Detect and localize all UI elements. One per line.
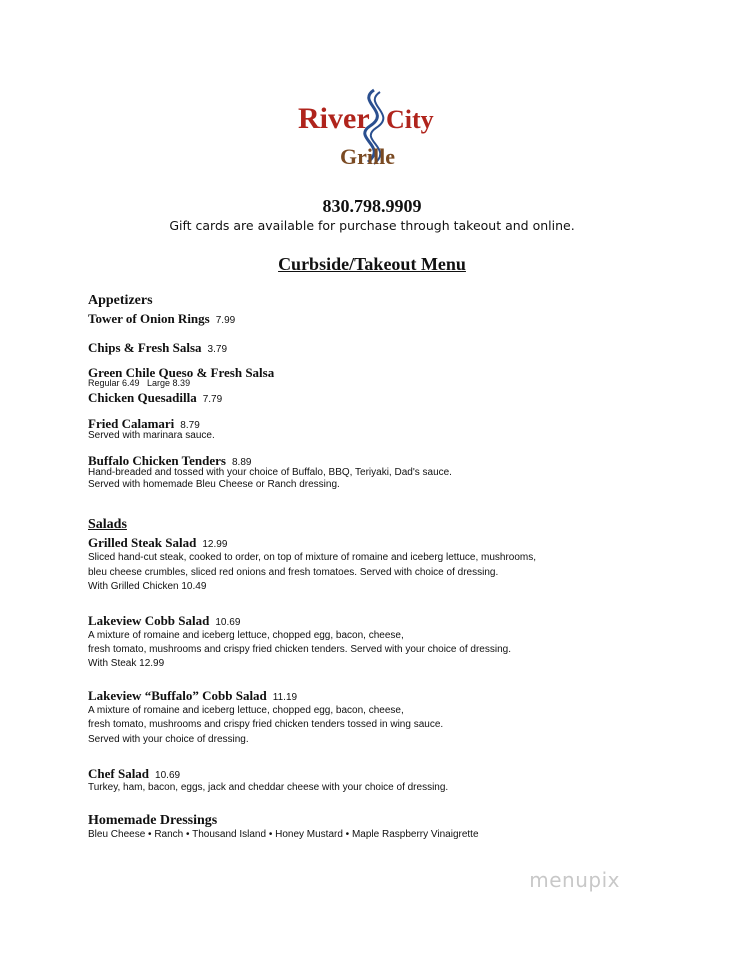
menu-title: Curbside/Takeout Menu bbox=[278, 254, 466, 274]
buffalo-cobb-description-3: Served with your choice of dressing. bbox=[88, 734, 249, 745]
logo-word-river: River bbox=[298, 102, 370, 135]
item-price: 7.79 bbox=[202, 394, 223, 405]
item-price: 12.99 bbox=[202, 539, 228, 550]
item-price: 8.79 bbox=[180, 420, 200, 431]
logo-word-grille: Grille bbox=[340, 144, 395, 169]
queso-sizes: Regular 6.49 Large 8.39 bbox=[88, 378, 191, 388]
item-price: 10.69 bbox=[155, 770, 181, 781]
item-price: 3.79 bbox=[207, 344, 228, 355]
buffalo-cobb-description-1: A mixture of romaine and iceberg lettuce, chopped egg, bacon, cheese, bbox=[88, 705, 404, 716]
item-name: Tower of Onion Rings bbox=[88, 311, 210, 326]
item-price: 7.99 bbox=[215, 315, 236, 326]
item-name: Chicken Quesadilla bbox=[88, 390, 197, 405]
calamari-description: Served with marinara sauce. bbox=[88, 430, 215, 441]
cobb-description-2: fresh tomato, mushrooms and crispy fried chicken tenders. Served with your choice of dressing. bbox=[88, 644, 511, 655]
item-name: Fried Calamari bbox=[88, 416, 175, 431]
menu-item-buffalo-cobb bbox=[88, 687, 297, 705]
river-logo-icon bbox=[296, 88, 452, 172]
item-name: Lakeview Cobb Salad bbox=[88, 613, 210, 628]
item-name: Chips & Fresh Salsa bbox=[88, 340, 202, 355]
chef-salad-description: Turkey, ham, bacon, eggs, jack and cheddar cheese with your choice of dressing. bbox=[88, 782, 449, 793]
item-name: Grilled Steak Salad bbox=[88, 535, 197, 550]
gift-card-note: Gift cards are available for purchase through takeout and online. bbox=[169, 218, 575, 233]
salads-heading: Salads bbox=[88, 517, 127, 532]
watermark-logo: menupix bbox=[529, 868, 620, 892]
tenders-description-1: Hand-breaded and tossed with your choice of Buffalo, BBQ, Teriyaki, Dad's sauce. bbox=[88, 467, 452, 478]
logo-word-city: City bbox=[386, 105, 434, 134]
steak-salad-description-3: With Grilled Chicken 10.49 bbox=[88, 581, 207, 592]
item-price: 8.89 bbox=[231, 457, 252, 468]
menu-item-onion-rings bbox=[88, 310, 235, 328]
tenders-description-2: Served with homemade Bleu Cheese or Ranch dressing. bbox=[88, 479, 340, 490]
cobb-description-1: A mixture of romaine and iceberg lettuce, chopped egg, bacon, cheese, bbox=[88, 630, 404, 641]
appetizers-heading: Appetizers bbox=[88, 293, 153, 308]
menu-item-grilled-steak-salad bbox=[88, 534, 227, 552]
buffalo-cobb-description-2: fresh tomato, mushrooms and crispy fried chicken tenders tossed in wing sauce. bbox=[88, 719, 444, 730]
dressings-list: Bleu Cheese • Ranch • Thousand Island • Honey Mustard • Maple Raspberry Vinaigrette bbox=[88, 829, 479, 840]
item-name: Chef Salad bbox=[88, 766, 150, 781]
steak-salad-description-2: bleu cheese crumbles, sliced red onions and fresh tomatoes. Served with choice of dressing. bbox=[88, 567, 499, 578]
dressings-heading: Homemade Dressings bbox=[88, 813, 218, 828]
item-price: 10.69 bbox=[215, 617, 241, 628]
menu-item-quesadilla bbox=[88, 389, 222, 407]
menu-item-chips-salsa bbox=[88, 339, 227, 357]
item-name: Lakeview “Buffalo” Cobb Salad bbox=[88, 688, 267, 703]
steak-salad-description-1: Sliced hand-cut steak, cooked to order, on top of mixture of romaine and iceberg lettuce, mushrooms, bbox=[88, 552, 537, 563]
item-price: 11.19 bbox=[272, 692, 298, 703]
restaurant-logo bbox=[296, 88, 452, 172]
item-name: Buffalo Chicken Tenders bbox=[88, 453, 226, 468]
cobb-description-3: With Steak 12.99 bbox=[88, 658, 165, 669]
menu-item-lakeview-cobb bbox=[88, 612, 240, 630]
item-name: Green Chile Queso & Fresh Salsa bbox=[88, 365, 275, 380]
phone-number[interactable]: 830.798.9909 bbox=[322, 196, 422, 216]
